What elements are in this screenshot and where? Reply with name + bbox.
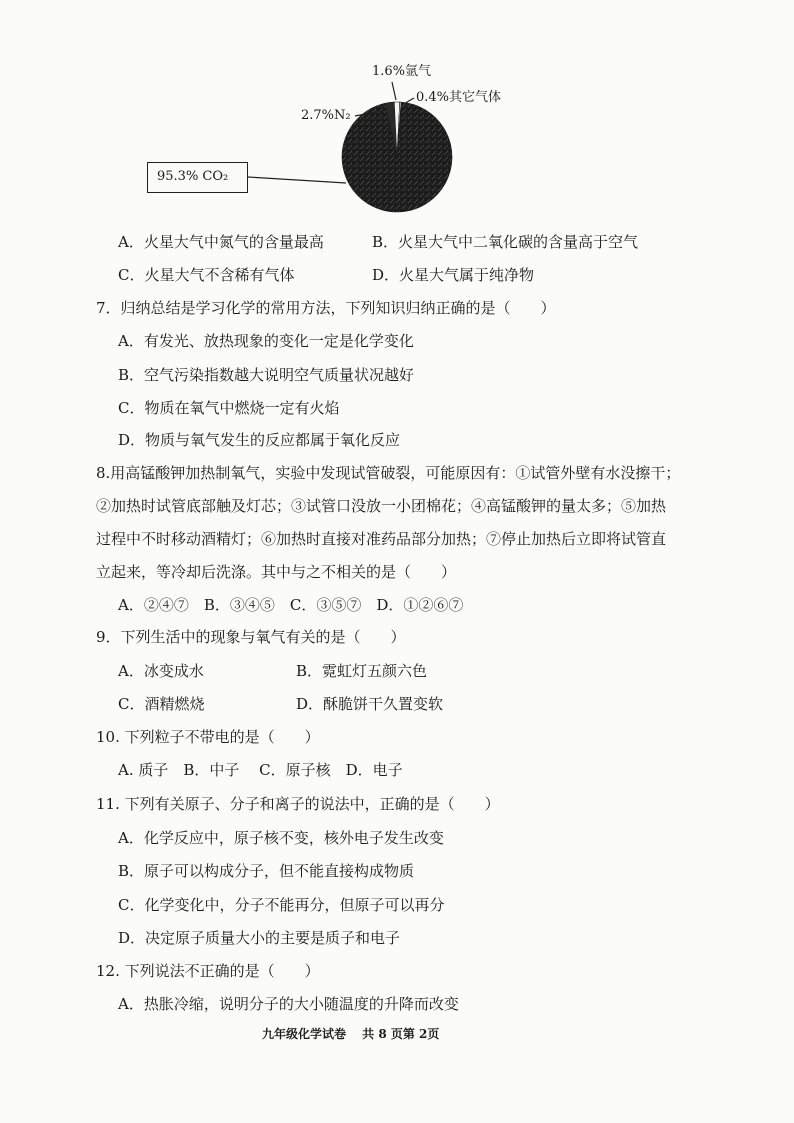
q7-option-c: C．物质在氧气中燃烧一定有火焰 [118, 399, 340, 417]
q8-options: A．②④⑦ B．③④⑤ C．③⑤⑦ D．①②⑥⑦ [118, 596, 464, 614]
label-argon: 1.6%氩气 [372, 64, 432, 79]
ar-leader-line [392, 82, 396, 100]
q6-option-c: C．火星大气不含稀有气体 [118, 266, 295, 284]
q7-stem: 7．归纳总结是学习化学的常用方法，下列知识归纳正确的是（ ） [96, 299, 556, 317]
q9-option-b: B．霓虹灯五颜六色 [296, 662, 428, 680]
q9-option-a: A．冰变成水 [118, 662, 204, 680]
q7-option-b: B．空气污染指数越大说明空气质量状况越好 [118, 366, 415, 384]
q8-stem-line-1: 8.用高锰酸钾加热制氧气，实验中发现试管破裂，可能原因有：①试管外壁有水没擦干； [96, 464, 681, 482]
q12-stem: 12. 下列说法不正确的是（ ） [96, 962, 320, 980]
q9-stem: 9．下列生活中的现象与氧气有关的是（ ） [96, 628, 406, 646]
q7-option-d: D．物质与氧气发生的反应都属于氧化反应 [118, 431, 401, 449]
q11-option-b: B．原子可以构成分子，但不能直接构成物质 [118, 862, 415, 880]
q11-option-d: D．决定原子质量大小的主要是质子和电子 [118, 929, 401, 947]
page-footer: 九年级化学试卷 共 8 页第 2页 [262, 1027, 440, 1041]
pie-chart [0, 0, 794, 230]
q6-option-a: A．火星大气中氮气的含量最高 [118, 233, 324, 251]
q6-option-b: B．火星大气中二氧化碳的含量高于空气 [372, 233, 639, 251]
q12-option-a: A．热胀冷缩，说明分子的大小随温度的升降而改变 [118, 995, 459, 1013]
q6-option-d: D．火星大气属于纯净物 [372, 266, 535, 284]
label-co2: 95.3% CO₂ [157, 169, 229, 184]
q8-stem-line-4: 立起来，等冷却后洗涤。其中与之不相关的是（ ） [96, 563, 457, 581]
q10-options: A. 质子 B．中子 C．原子核 D．电子 [118, 761, 403, 779]
label-n2: 2.7%N₂ [301, 108, 351, 123]
q8-stem-line-3: 过程中不时移动酒精灯；⑥加热时直接对准药品部分加热；⑦停止加热后立即将试管直 [96, 530, 667, 548]
q10-stem: 10. 下列粒子不带电的是（ ） [96, 728, 320, 746]
co2-label-box [147, 162, 248, 193]
q9-option-c: C．酒精燃烧 [118, 695, 205, 713]
q11-option-c: C．化学变化中，分子不能再分，但原子可以再分 [118, 896, 445, 914]
q7-option-a: A．有发光、放热现象的变化一定是化学变化 [118, 332, 414, 350]
q11-stem: 11. 下列有关原子、分子和离子的说法中，正确的是（ ） [96, 795, 500, 813]
co2-leader-line [248, 177, 346, 183]
q9-option-d: D．酥脆饼干久置变软 [296, 695, 444, 713]
label-other-gases: 0.4%其它气体 [416, 90, 502, 105]
q11-option-a: A．化学反应中，原子核不变，核外电子发生改变 [118, 829, 444, 847]
q8-stem-line-2: ②加热时试管底部触及灯芯；③试管口没放一小团棉花；④高锰酸钾的量太多；⑤加热 [96, 497, 667, 515]
